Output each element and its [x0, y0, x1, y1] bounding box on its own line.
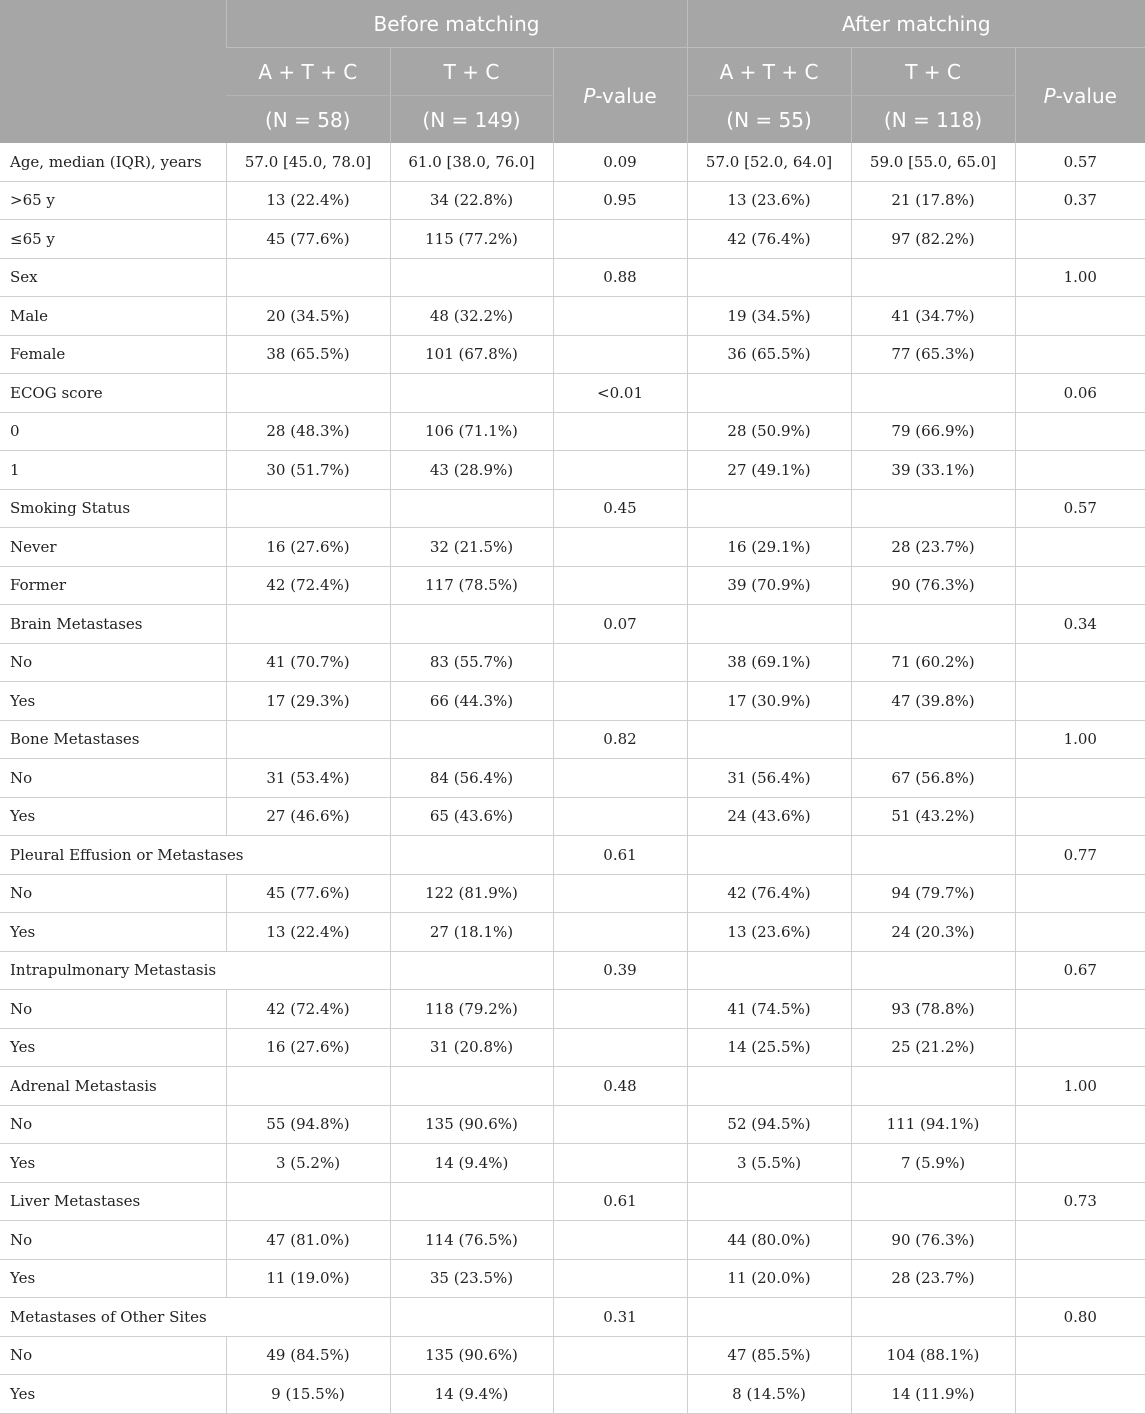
table-row	[0, 220, 1145, 259]
table-header	[0, 0, 1145, 143]
after-pvalue	[1015, 1375, 1145, 1414]
after-tc-value	[851, 1067, 1015, 1106]
header-after-matching: After matching	[687, 0, 1145, 48]
before-tc-value: 114 (76.5%)	[390, 1221, 553, 1260]
before-pvalue: 0.45	[553, 489, 687, 528]
row-label: ≤65 y	[0, 220, 226, 259]
row-label: >65 y	[0, 181, 226, 220]
before-atc-value: 13 (22.4%)	[226, 181, 390, 220]
after-tc-value: 47 (39.8%)	[851, 682, 1015, 721]
before-pvalue	[553, 759, 687, 798]
row-label: Yes	[0, 913, 226, 952]
after-atc-value: 47 (85.5%)	[687, 1336, 851, 1375]
after-atc-value: 42 (76.4%)	[687, 220, 851, 259]
after-tc-value: 21 (17.8%)	[851, 181, 1015, 220]
after-atc-value: 24 (43.6%)	[687, 797, 851, 836]
before-tc-value: 34 (22.8%)	[390, 181, 553, 220]
header-row-groups	[0, 0, 1145, 48]
header-after-atc: A + T + C	[687, 48, 851, 96]
after-pvalue	[1015, 335, 1145, 374]
after-pvalue: 1.00	[1015, 1067, 1145, 1106]
before-pvalue	[553, 913, 687, 952]
before-tc-value: 106 (71.1%)	[390, 412, 553, 451]
before-pvalue	[553, 335, 687, 374]
row-label: No	[0, 759, 226, 798]
table-row	[0, 1105, 1145, 1144]
table-row	[0, 682, 1145, 721]
header-before-matching: Before matching	[226, 0, 687, 48]
table-row	[0, 1067, 1145, 1106]
after-tc-value	[851, 836, 1015, 875]
table-row	[0, 181, 1145, 220]
after-atc-value: 3 (5.5%)	[687, 1144, 851, 1183]
before-tc-value: 115 (77.2%)	[390, 220, 553, 259]
after-atc-value: 57.0 [52.0, 64.0]	[687, 143, 851, 181]
before-pvalue	[553, 1028, 687, 1067]
before-pvalue	[553, 566, 687, 605]
after-atc-value	[687, 258, 851, 297]
before-tc-value: 65 (43.6%)	[390, 797, 553, 836]
before-atc-value: 13 (22.4%)	[226, 913, 390, 952]
row-label: Male	[0, 297, 226, 336]
after-atc-value: 52 (94.5%)	[687, 1105, 851, 1144]
row-label: Yes	[0, 1259, 226, 1298]
table-row	[0, 1028, 1145, 1067]
table-row	[0, 797, 1145, 836]
after-atc-value: 16 (29.1%)	[687, 528, 851, 567]
header-n-after-tc: (N = 118)	[851, 96, 1015, 144]
before-atc-value: 16 (27.6%)	[226, 1028, 390, 1067]
table-row	[0, 990, 1145, 1029]
header-before-atc: A + T + C	[226, 48, 390, 96]
before-pvalue	[553, 1221, 687, 1260]
before-tc-value: 135 (90.6%)	[390, 1336, 553, 1375]
row-label: Brain Metastases	[0, 605, 226, 644]
before-atc-value	[226, 258, 390, 297]
before-tc-value	[390, 605, 553, 644]
after-pvalue	[1015, 528, 1145, 567]
after-tc-value	[851, 605, 1015, 644]
before-tc-value	[390, 489, 553, 528]
before-atc-value: 42 (72.4%)	[226, 990, 390, 1029]
after-atc-value: 36 (65.5%)	[687, 335, 851, 374]
after-pvalue	[1015, 1221, 1145, 1260]
before-tc-value	[390, 951, 553, 990]
header-variable-cell	[0, 0, 226, 143]
before-atc-value: 45 (77.6%)	[226, 874, 390, 913]
header-after-pvalue	[1015, 48, 1145, 144]
after-pvalue	[1015, 1144, 1145, 1183]
after-pvalue: 1.00	[1015, 720, 1145, 759]
after-pvalue	[1015, 1259, 1145, 1298]
after-pvalue	[1015, 874, 1145, 913]
after-pvalue	[1015, 1028, 1145, 1067]
before-tc-value	[390, 720, 553, 759]
before-atc-value: 47 (81.0%)	[226, 1221, 390, 1260]
table-row	[0, 489, 1145, 528]
before-tc-value: 43 (28.9%)	[390, 451, 553, 490]
before-atc-value	[226, 1298, 390, 1337]
row-label: No	[0, 1105, 226, 1144]
table-row	[0, 605, 1145, 644]
after-tc-value: 24 (20.3%)	[851, 913, 1015, 952]
row-label: Former	[0, 566, 226, 605]
table-row	[0, 1144, 1145, 1183]
after-atc-value: 44 (80.0%)	[687, 1221, 851, 1260]
before-atc-value	[226, 605, 390, 644]
table-row	[0, 335, 1145, 374]
after-pvalue: 0.06	[1015, 374, 1145, 413]
before-tc-value: 31 (20.8%)	[390, 1028, 553, 1067]
table-row	[0, 1182, 1145, 1221]
after-atc-value: 14 (25.5%)	[687, 1028, 851, 1067]
before-pvalue: 0.09	[553, 143, 687, 181]
after-tc-value: 111 (94.1%)	[851, 1105, 1015, 1144]
after-pvalue	[1015, 451, 1145, 490]
table-row	[0, 412, 1145, 451]
table-row	[0, 528, 1145, 567]
after-tc-value: 51 (43.2%)	[851, 797, 1015, 836]
after-pvalue	[1015, 1105, 1145, 1144]
before-atc-value	[226, 1067, 390, 1106]
row-label: Bone Metastases	[0, 720, 226, 759]
after-tc-value: 14 (11.9%)	[851, 1375, 1015, 1414]
table-row	[0, 1298, 1145, 1337]
table-row	[0, 258, 1145, 297]
after-pvalue: 1.00	[1015, 258, 1145, 297]
before-tc-value: 35 (23.5%)	[390, 1259, 553, 1298]
before-pvalue	[553, 990, 687, 1029]
row-label: Adrenal Metastasis	[0, 1067, 226, 1106]
table-row	[0, 759, 1145, 798]
before-pvalue	[553, 1105, 687, 1144]
after-tc-value: 67 (56.8%)	[851, 759, 1015, 798]
before-atc-value: 49 (84.5%)	[226, 1336, 390, 1375]
after-pvalue	[1015, 990, 1145, 1029]
after-atc-value	[687, 1067, 851, 1106]
after-atc-value: 13 (23.6%)	[687, 181, 851, 220]
before-atc-value: 30 (51.7%)	[226, 451, 390, 490]
after-atc-value: 28 (50.9%)	[687, 412, 851, 451]
row-label: No	[0, 643, 226, 682]
after-pvalue	[1015, 797, 1145, 836]
after-atc-value: 17 (30.9%)	[687, 682, 851, 721]
before-pvalue: 0.88	[553, 258, 687, 297]
before-tc-value: 118 (79.2%)	[390, 990, 553, 1029]
before-pvalue	[553, 643, 687, 682]
before-tc-value: 66 (44.3%)	[390, 682, 553, 721]
after-tc-value	[851, 1298, 1015, 1337]
header-before-pvalue	[553, 48, 687, 144]
p-suffix: -value	[595, 83, 657, 108]
row-label: ECOG score	[0, 374, 226, 413]
row-label: Smoking Status	[0, 489, 226, 528]
before-pvalue: 0.82	[553, 720, 687, 759]
after-tc-value	[851, 258, 1015, 297]
before-atc-value: 27 (46.6%)	[226, 797, 390, 836]
after-tc-value	[851, 1182, 1015, 1221]
before-pvalue: 0.31	[553, 1298, 687, 1337]
table-row	[0, 451, 1145, 490]
after-tc-value: 77 (65.3%)	[851, 335, 1015, 374]
before-tc-value: 117 (78.5%)	[390, 566, 553, 605]
after-pvalue: 0.57	[1015, 143, 1145, 181]
before-pvalue	[553, 1259, 687, 1298]
before-atc-value	[226, 836, 390, 875]
after-tc-value: 79 (66.9%)	[851, 412, 1015, 451]
after-tc-value: 28 (23.7%)	[851, 1259, 1015, 1298]
after-atc-value: 42 (76.4%)	[687, 874, 851, 913]
p-italic: P	[1043, 83, 1056, 108]
row-label: No	[0, 1221, 226, 1260]
before-pvalue: 0.61	[553, 836, 687, 875]
before-atc-value: 17 (29.3%)	[226, 682, 390, 721]
table-row	[0, 143, 1145, 181]
table-row	[0, 374, 1145, 413]
before-pvalue	[553, 1144, 687, 1183]
before-atc-value	[226, 951, 390, 990]
before-tc-value	[390, 258, 553, 297]
row-label: Yes	[0, 1144, 226, 1183]
before-tc-value: 84 (56.4%)	[390, 759, 553, 798]
after-pvalue	[1015, 220, 1145, 259]
after-atc-value: 38 (69.1%)	[687, 643, 851, 682]
table-row	[0, 566, 1145, 605]
table-row	[0, 297, 1145, 336]
table-row	[0, 1221, 1145, 1260]
after-atc-value	[687, 1182, 851, 1221]
row-label: No	[0, 1336, 226, 1375]
after-tc-value: 90 (76.3%)	[851, 1221, 1015, 1260]
before-tc-value: 83 (55.7%)	[390, 643, 553, 682]
before-atc-value	[226, 489, 390, 528]
before-atc-value: 11 (19.0%)	[226, 1259, 390, 1298]
before-tc-value: 48 (32.2%)	[390, 297, 553, 336]
before-pvalue	[553, 874, 687, 913]
before-tc-value: 14 (9.4%)	[390, 1375, 553, 1414]
table-body	[0, 143, 1145, 1413]
before-atc-value: 57.0 [45.0, 78.0]	[226, 143, 390, 181]
after-tc-value: 28 (23.7%)	[851, 528, 1015, 567]
after-atc-value	[687, 720, 851, 759]
before-pvalue	[553, 797, 687, 836]
before-pvalue: 0.48	[553, 1067, 687, 1106]
after-tc-value	[851, 720, 1015, 759]
p-italic: P	[583, 83, 596, 108]
before-tc-value: 14 (9.4%)	[390, 1144, 553, 1183]
before-pvalue: 0.07	[553, 605, 687, 644]
table-row	[0, 874, 1145, 913]
before-atc-value: 16 (27.6%)	[226, 528, 390, 567]
before-atc-value: 41 (70.7%)	[226, 643, 390, 682]
before-atc-value: 42 (72.4%)	[226, 566, 390, 605]
table-row	[0, 1259, 1145, 1298]
after-tc-value: 59.0 [55.0, 65.0]	[851, 143, 1015, 181]
after-tc-value: 7 (5.9%)	[851, 1144, 1015, 1183]
before-pvalue	[553, 1375, 687, 1414]
after-pvalue: 0.77	[1015, 836, 1145, 875]
row-label: Yes	[0, 682, 226, 721]
before-pvalue: 0.39	[553, 951, 687, 990]
row-label: Female	[0, 335, 226, 374]
row-label: Yes	[0, 797, 226, 836]
after-tc-value	[851, 489, 1015, 528]
header-n-after-atc: (N = 55)	[687, 96, 851, 144]
after-atc-value	[687, 605, 851, 644]
before-atc-value	[226, 374, 390, 413]
after-tc-value: 41 (34.7%)	[851, 297, 1015, 336]
header-after-tc: T + C	[851, 48, 1015, 96]
before-atc-value: 3 (5.2%)	[226, 1144, 390, 1183]
header-before-tc: T + C	[390, 48, 553, 96]
p-suffix: -value	[1055, 83, 1117, 108]
after-pvalue	[1015, 759, 1145, 798]
after-pvalue: 0.80	[1015, 1298, 1145, 1337]
before-atc-value: 28 (48.3%)	[226, 412, 390, 451]
after-pvalue	[1015, 643, 1145, 682]
before-tc-value: 27 (18.1%)	[390, 913, 553, 952]
after-tc-value: 93 (78.8%)	[851, 990, 1015, 1029]
row-label: 0	[0, 412, 226, 451]
table-row	[0, 720, 1145, 759]
before-tc-value: 122 (81.9%)	[390, 874, 553, 913]
table-row	[0, 836, 1145, 875]
after-pvalue	[1015, 297, 1145, 336]
after-pvalue: 0.34	[1015, 605, 1145, 644]
header-n-before-atc: (N = 58)	[226, 96, 390, 144]
table-row	[0, 643, 1145, 682]
row-label: Metastases of Other Sites	[0, 1298, 226, 1337]
after-pvalue	[1015, 913, 1145, 952]
after-atc-value: 41 (74.5%)	[687, 990, 851, 1029]
before-atc-value: 55 (94.8%)	[226, 1105, 390, 1144]
after-atc-value: 39 (70.9%)	[687, 566, 851, 605]
after-pvalue	[1015, 566, 1145, 605]
before-atc-value: 9 (15.5%)	[226, 1375, 390, 1414]
after-tc-value: 71 (60.2%)	[851, 643, 1015, 682]
before-pvalue: <0.01	[553, 374, 687, 413]
after-atc-value: 19 (34.5%)	[687, 297, 851, 336]
table-row	[0, 1336, 1145, 1375]
before-pvalue	[553, 297, 687, 336]
row-label: Never	[0, 528, 226, 567]
after-tc-value: 97 (82.2%)	[851, 220, 1015, 259]
after-atc-value	[687, 836, 851, 875]
before-atc-value: 45 (77.6%)	[226, 220, 390, 259]
before-pvalue	[553, 528, 687, 567]
row-label: Intrapulmonary Metastasis	[0, 951, 226, 990]
after-pvalue: 0.57	[1015, 489, 1145, 528]
after-tc-value: 104 (88.1%)	[851, 1336, 1015, 1375]
before-tc-value: 135 (90.6%)	[390, 1105, 553, 1144]
row-label: Yes	[0, 1028, 226, 1067]
after-atc-value	[687, 951, 851, 990]
after-tc-value	[851, 951, 1015, 990]
after-tc-value: 94 (79.7%)	[851, 874, 1015, 913]
row-label: Pleural Effusion or Metastases	[0, 836, 226, 875]
after-atc-value: 13 (23.6%)	[687, 913, 851, 952]
before-atc-value	[226, 720, 390, 759]
row-label: Sex	[0, 258, 226, 297]
header-n-before-tc: (N = 149)	[390, 96, 553, 144]
before-tc-value	[390, 1067, 553, 1106]
after-tc-value	[851, 374, 1015, 413]
after-atc-value: 27 (49.1%)	[687, 451, 851, 490]
after-tc-value: 25 (21.2%)	[851, 1028, 1015, 1067]
after-atc-value: 31 (56.4%)	[687, 759, 851, 798]
before-tc-value	[390, 1182, 553, 1221]
before-atc-value: 31 (53.4%)	[226, 759, 390, 798]
row-label: No	[0, 990, 226, 1029]
after-pvalue: 0.73	[1015, 1182, 1145, 1221]
before-tc-value	[390, 1298, 553, 1337]
before-pvalue	[553, 412, 687, 451]
after-pvalue: 0.67	[1015, 951, 1145, 990]
before-pvalue	[553, 682, 687, 721]
before-atc-value	[226, 1182, 390, 1221]
row-label: Liver Metastases	[0, 1182, 226, 1221]
after-atc-value: 11 (20.0%)	[687, 1259, 851, 1298]
row-label: No	[0, 874, 226, 913]
before-tc-value: 61.0 [38.0, 76.0]	[390, 143, 553, 181]
after-atc-value	[687, 1298, 851, 1337]
after-tc-value: 39 (33.1%)	[851, 451, 1015, 490]
before-atc-value: 20 (34.5%)	[226, 297, 390, 336]
before-tc-value	[390, 836, 553, 875]
before-atc-value: 38 (65.5%)	[226, 335, 390, 374]
after-pvalue	[1015, 1336, 1145, 1375]
after-atc-value	[687, 374, 851, 413]
after-atc-value: 8 (14.5%)	[687, 1375, 851, 1414]
table-row	[0, 913, 1145, 952]
after-tc-value: 90 (76.3%)	[851, 566, 1015, 605]
before-pvalue: 0.61	[553, 1182, 687, 1221]
table-row	[0, 951, 1145, 990]
row-label: 1	[0, 451, 226, 490]
after-pvalue: 0.37	[1015, 181, 1145, 220]
row-label: Yes	[0, 1375, 226, 1414]
before-tc-value: 32 (21.5%)	[390, 528, 553, 567]
before-pvalue: 0.95	[553, 181, 687, 220]
before-pvalue	[553, 1336, 687, 1375]
after-atc-value	[687, 489, 851, 528]
before-pvalue	[553, 220, 687, 259]
before-pvalue	[553, 451, 687, 490]
after-pvalue	[1015, 682, 1145, 721]
before-tc-value: 101 (67.8%)	[390, 335, 553, 374]
table-row	[0, 1375, 1145, 1414]
before-tc-value	[390, 374, 553, 413]
after-pvalue	[1015, 412, 1145, 451]
row-label: Age, median (IQR), years	[0, 143, 226, 181]
